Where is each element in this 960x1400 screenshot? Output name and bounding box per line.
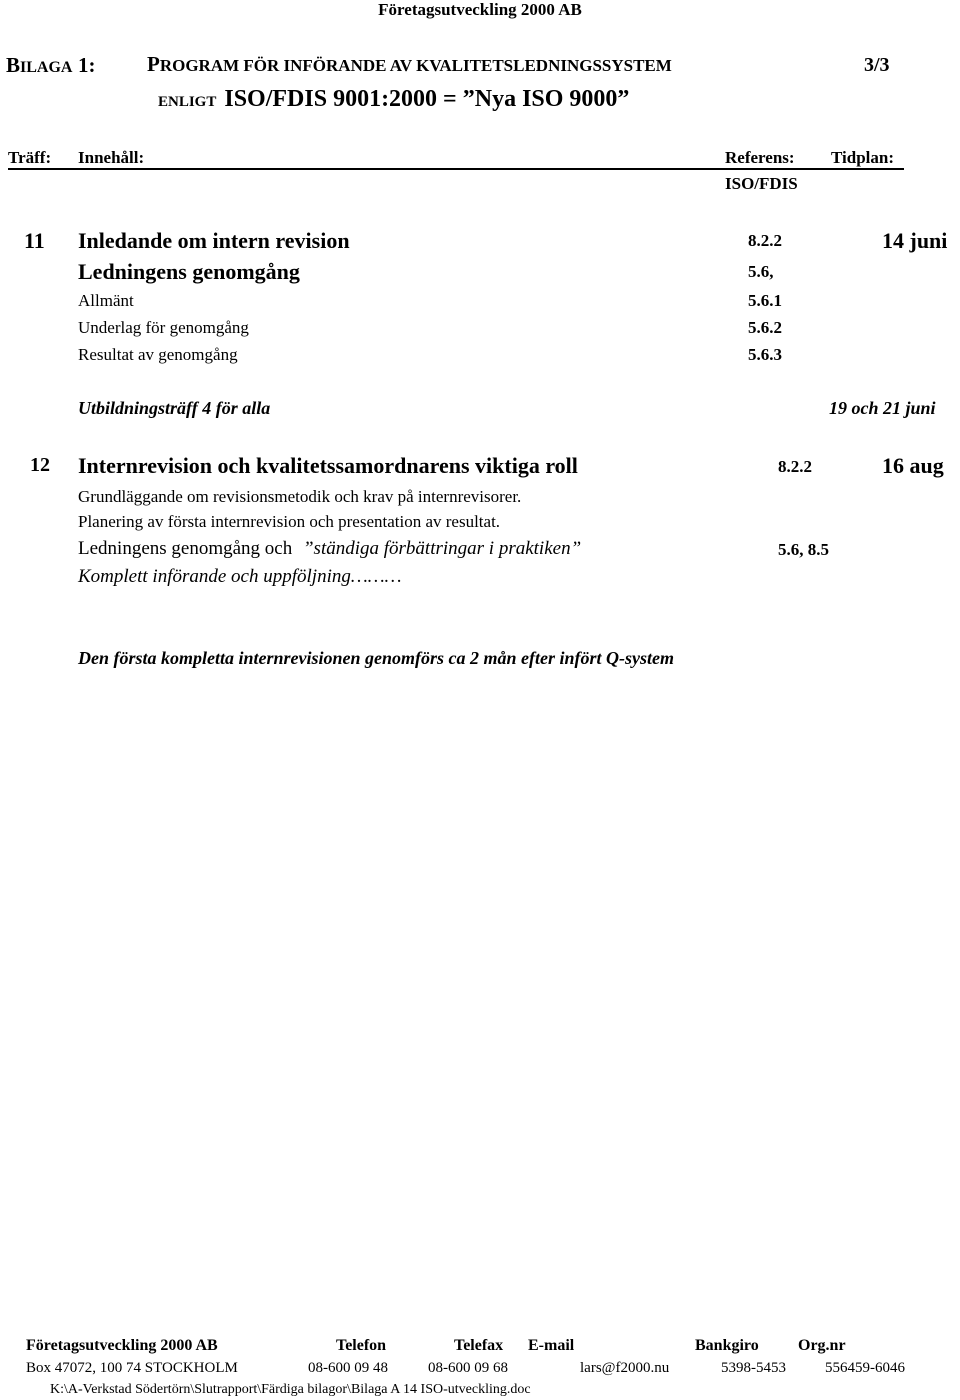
session-11-date: 14 juni <box>882 228 948 253</box>
session-12-line <box>78 538 581 560</box>
column-header-iso-fdis: ISO/FDIS <box>725 174 798 193</box>
footer-email: lars@f2000.nu <box>580 1360 670 1376</box>
title-program <box>147 52 672 77</box>
column-header-innehall: Innehåll: <box>78 148 145 167</box>
page-header: Företagsutveckling 2000 AB <box>378 0 582 19</box>
session-11-item-ref: 5.6.1 <box>748 291 782 310</box>
training-session: Utbildningsträff 4 för alla <box>78 398 271 418</box>
session-12-line: Grundläggande om revisionsmetodik och krav på internrevisorer. <box>78 487 522 506</box>
title-subtitle <box>158 86 629 113</box>
footer-telefon: 08-600 09 48 <box>308 1360 388 1376</box>
title-bilaga-number: 1: <box>77 53 96 77</box>
session-11-item: Allmänt <box>78 291 134 310</box>
session-12-date: 16 aug <box>882 453 944 478</box>
column-header-referens: Referens: <box>725 148 795 167</box>
page-number: 3/3 <box>864 54 890 76</box>
session-12-number: 12 <box>30 454 50 476</box>
title-program-rest: ROGRAM FÖR INFÖRANDE AV KVALITETSLEDNINGSSYSTEM <box>159 56 672 75</box>
footer-telefax: 08-600 09 68 <box>428 1360 508 1376</box>
title-enligt: ENLIGT <box>158 94 217 110</box>
session-11-ref: 8.2.2 <box>748 231 782 250</box>
footer-orgnr: 556459-6046 <box>825 1360 905 1376</box>
session-11-item-ref: 5.6.3 <box>748 345 782 364</box>
session-12-line: Planering av första internrevision och presentation av resultat. <box>78 512 501 531</box>
session-12-title: Internrevision och kvalitetssamordnarens viktiga roll <box>78 453 578 478</box>
session-11-item: Underlag för genomgång <box>78 318 249 337</box>
title-standard: ISO/FDIS 9001:2000 = ”Nya ISO 9000” <box>224 86 630 112</box>
session-11-item-ref: 5.6.2 <box>748 318 782 337</box>
training-date: 19 och 21 juni <box>829 398 936 418</box>
footer-telefon-label: Telefon <box>336 1337 387 1354</box>
footer-company: Företagsutveckling 2000 AB <box>26 1337 218 1354</box>
column-header-tidplan: Tidplan: <box>831 148 895 167</box>
column-header-traff: Träff: <box>8 148 52 167</box>
footer-bankgiro-label: Bankgiro <box>695 1337 759 1354</box>
title-bilaga-initial: B <box>6 53 21 77</box>
session-12-line: Komplett införande och uppföljning……… <box>78 566 402 587</box>
title-bilaga-rest: ILAGA <box>20 59 73 76</box>
session-12-line3-text: Ledningens genomgång och <box>78 538 293 559</box>
document-title <box>6 52 95 78</box>
session-11-title: Inledande om intern revision <box>78 228 350 253</box>
footer-email-label: E-mail <box>528 1337 575 1354</box>
session-12-ref: 8.2.2 <box>778 457 812 476</box>
session-11-subtitle: Ledningens genomgång <box>78 259 300 284</box>
footer-orgnr-label: Org.nr <box>798 1337 846 1354</box>
footer-telefax-label: Telefax <box>454 1337 504 1354</box>
footer-bankgiro: 5398-5453 <box>721 1360 786 1376</box>
session-11-number: 11 <box>24 228 45 253</box>
title-program-initial: P <box>147 52 160 76</box>
footer-address: Box 47072, 100 74 STOCKHOLM <box>26 1360 238 1376</box>
session-11-subtitle-ref: 5.6, <box>748 262 774 281</box>
footer-file-path: K:\A-Verkstad Södertörn\Slutrapport\Färdiga bilagor\Bilaga A 14 ISO-utveckling.doc <box>50 1382 531 1397</box>
session-12-line3-italic: ”ständiga förbättringar i praktiken” <box>302 538 582 559</box>
internal-audit-note: Den första kompletta internrevisionen genomförs ca 2 mån efter infört Q-system <box>78 648 674 668</box>
session-11-item: Resultat av genomgång <box>78 345 238 364</box>
session-12-line3-ref: 5.6, 8.5 <box>778 540 829 559</box>
header-rule <box>8 168 904 170</box>
